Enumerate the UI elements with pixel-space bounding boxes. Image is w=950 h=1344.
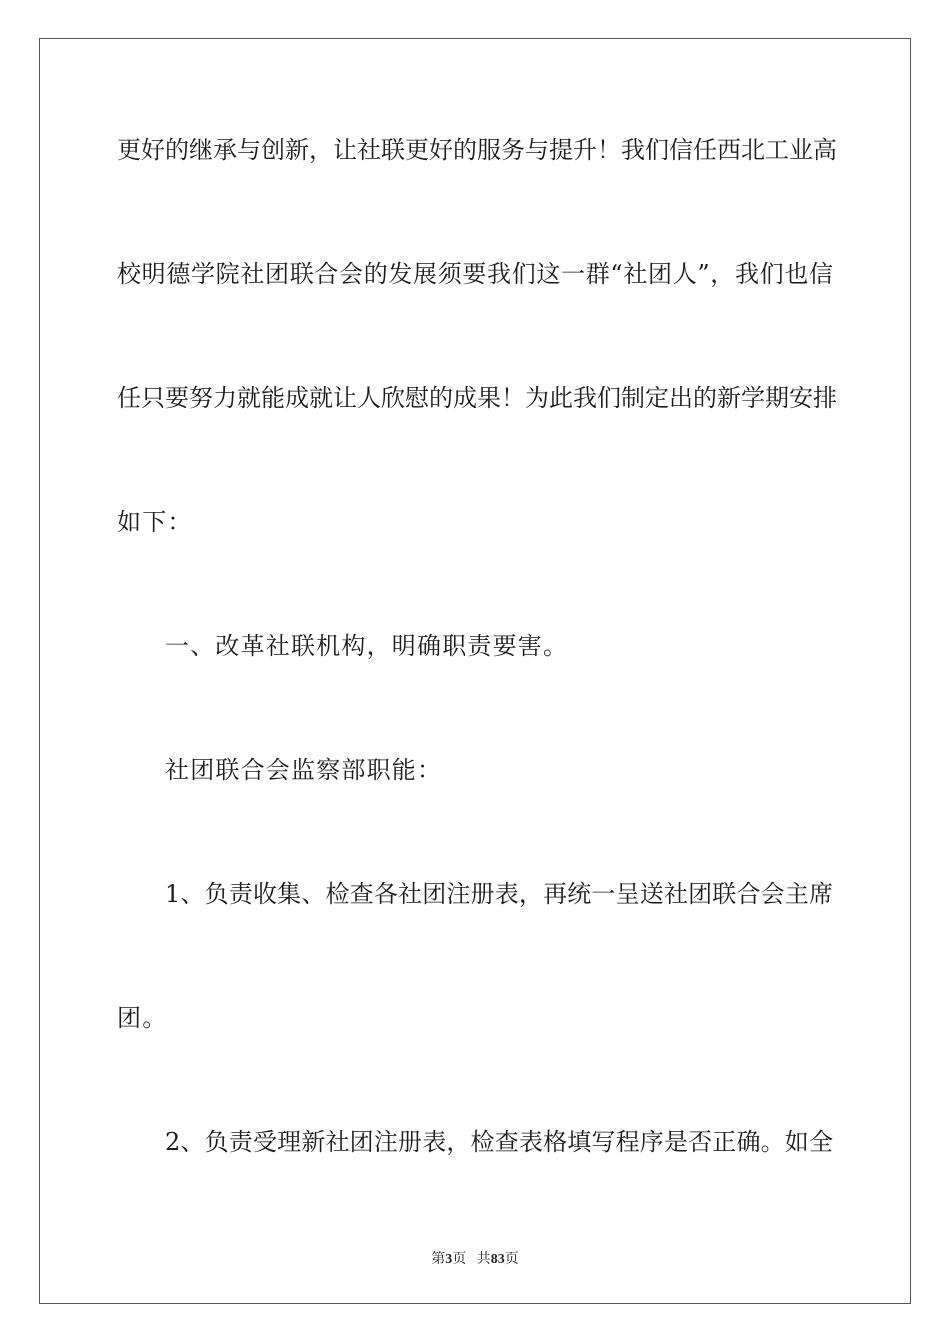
footer-total-unit: 页 (504, 1252, 519, 1267)
body-line-2: 校明德学院社团联合会的发展须要我们这一群“社团人”，我们也信 (117, 260, 833, 288)
section-heading: 一、改革社联机构，明确职责要害。 (165, 632, 569, 660)
footer-current-page: 3 (445, 1252, 453, 1267)
page-footer (0, 1248, 950, 1268)
body-line-8: 团。 (117, 1004, 168, 1032)
footer-total-prefix: 共 (476, 1252, 491, 1267)
footer-prefix: 第 (431, 1252, 446, 1267)
body-line-3: 任只要努力就能成就让人欣慰的成果！为此我们制定出的新学期安排 (117, 384, 837, 412)
body-line-7: 1、负责收集、检查各社团注册表，再统一呈送社团联合会主席 (165, 880, 833, 908)
body-line-9: 2、负责受理新社团注册表，检查表格填写程序是否正确。如全 (165, 1128, 833, 1156)
body-line-4: 如下： (117, 508, 193, 536)
footer-total-pages: 83 (490, 1252, 505, 1267)
body-line-1: 更好的继承与创新，让社联更好的服务与提升！我们信任西北工业高 (117, 136, 837, 164)
footer-page-unit: 页 (452, 1252, 467, 1267)
subsection-heading: 社团联合会监察部职能： (165, 756, 443, 784)
page-frame (39, 38, 911, 1304)
